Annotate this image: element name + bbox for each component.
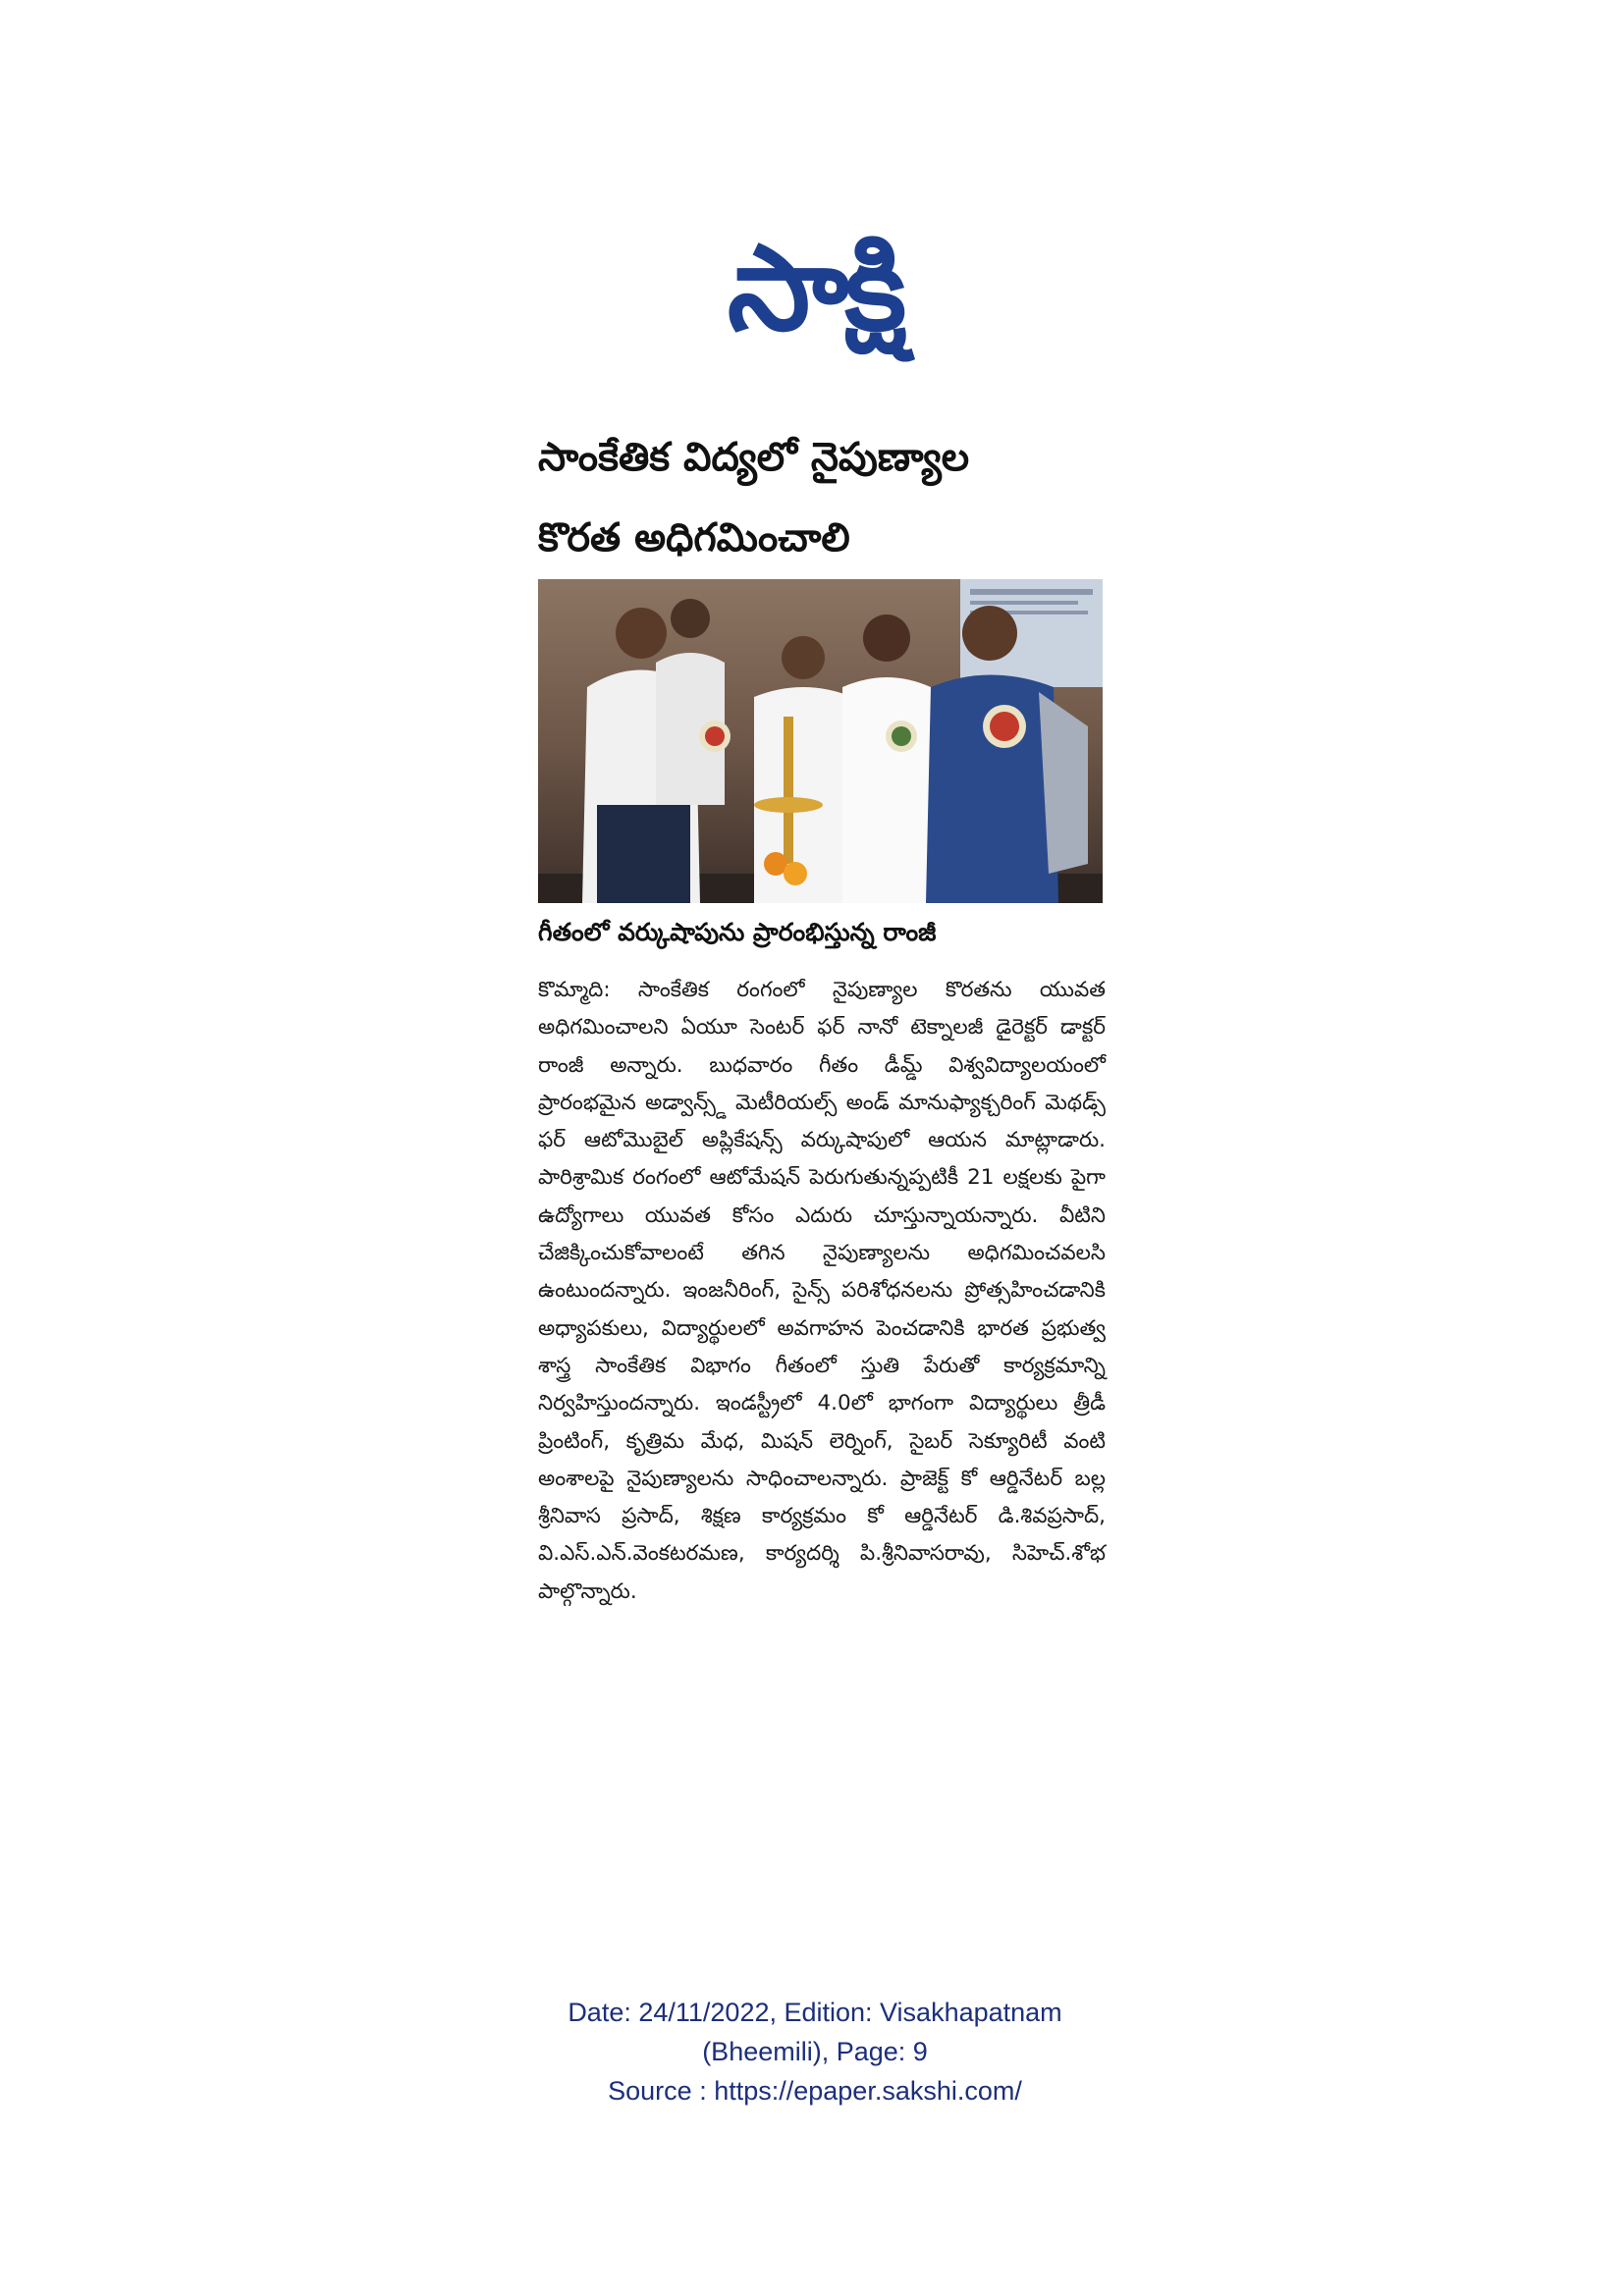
headline-line-1: సాంకేతిక విద్యలో నైపుణ్యాల bbox=[538, 435, 970, 480]
footer-date-edition: Date: 24/11/2022, Edition: Visakhapatnam bbox=[568, 1998, 1062, 2027]
event-photo bbox=[538, 579, 1103, 903]
article-body: కొమ్మాది: సాంకేతిక రంగంలో నైపుణ్యాల కొరతను యువత అధిగమించాలని ఏయూ సెంటర్ ఫర్ నానో టెక్నాలజీ డైరెక్టర్ డాక్టర్ రాంజీ అన్నారు. బుధవారం గీతం డీమ్డ్ విశ్వవిద్యాలయంలో ప్రారంభమైన అడ్వాన్స్డ్ మెటీరియల్స్ అండ్ మానుఫ్యాక్చరింగ్ మెథడ్స్ ఫర్ ఆటోమొబైల్ అప్లికేషన్స్ వర్కుషాపులో ఆయన మాట్లాడారు. పారిశ్రామిక రంగంలో ఆటోమేషన్ పెరుగుతున్నప్పటికీ 21 లక్షలకు పైగా ఉద్యోగాలు యువత కోసం ఎదురు చూస్తున్నాయన్నారు. వీటిని చేజిక్కించుకోవాలంటే తగిన నైపుణ్యాలను అధిగమించవలసి ఉంటుందన్నారు. ఇంజనీరింగ్, సైన్స్ పరిశోధనలను ప్రోత్సహించడానికి అధ్యాపకులు, విద్యార్థులలో అవగాహన పెంచడానికి భారత ప్రభుత్వ శాస్త్ర సాంకేతిక విభాగం గీతంలో స్తుతి పేరుతో కార్యక్రమాన్ని నిర్వహిస్తుందన్నారు. ఇండస్ట్రీలో 4.0లో భాగంగా విద్యార్థులు త్రీడీ ప్రింటింగ్, కృత్రిమ మేధ, మిషన్ లెర్నింగ్, సైబర్ సెక్యూరిటీ వంటి అంశాలపై నైపుణ్యాలను సాధించాలన్నారు. ప్రాజెక్ట్ కో ఆర్డినేటర్ బల్ల శ్రీనివాస ప్రసాద్, శిక్షణ కార్యక్రమం కో ఆర్డినేటర్ డి.శివప్రసాద్, వి.ఎస్.ఎన్.వెంకటరమణ, కార్యదర్శి పి.శ్రీనివాసరావు, సిహెచ్.శోభ పాల్గొన్నారు. bbox=[538, 978, 1106, 1604]
footer-page: (Bheemili), Page: 9 bbox=[702, 2037, 928, 2066]
photo-caption: గీతంలో వర్కుషాపును ప్రారంభిస్తున్న రాంజీ bbox=[538, 918, 937, 946]
event-photo-icon bbox=[538, 579, 1103, 903]
source-footer bbox=[491, 1993, 1139, 2110]
headline-line-2: కొరత అధిగమించాలి bbox=[538, 515, 850, 561]
masthead-name: సాక్షి bbox=[727, 221, 903, 357]
footer-source: Source : https://epaper.sakshi.com/ bbox=[608, 2076, 1022, 2106]
masthead-logo bbox=[609, 206, 1021, 373]
